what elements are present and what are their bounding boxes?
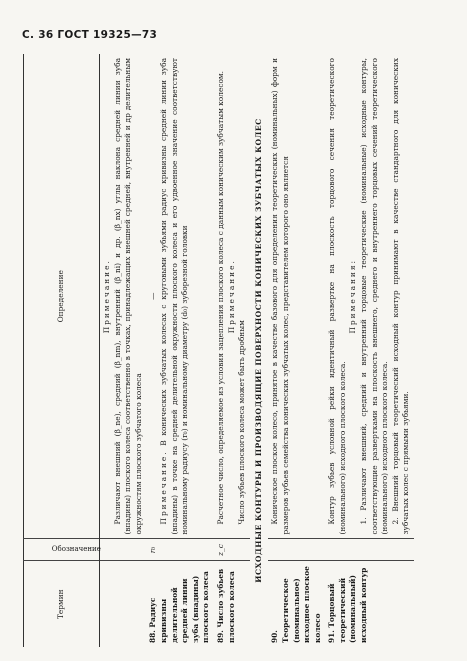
term-cell	[100, 561, 147, 647]
designation-cell	[100, 539, 147, 561]
note-text	[159, 58, 191, 535]
definition-text: Контур зубьев условной рейки идентичный развертке на плоскость торцового сечения теоретического (номинального) исходного плоского колеса.	[327, 58, 347, 535]
header-definition: Определение	[23, 54, 100, 539]
note-heading: Примечание.	[158, 450, 168, 525]
table-row	[325, 54, 414, 647]
definition-cell	[325, 54, 414, 539]
table-row	[214, 54, 250, 647]
designation-cell	[325, 539, 414, 561]
table-row	[146, 54, 214, 647]
note-heading: Примечание.	[226, 259, 236, 334]
section-title: ИСХОДНЫЕ КОНТУРЫ И ПРОИЗВОДЯЩИЕ ПОВЕРХНОСТИ КОНИЧЕСКИХ ЗУБЧАТЫХ КОЛЕС	[253, 118, 263, 583]
definition-dash: —	[148, 292, 158, 300]
table-row	[268, 54, 325, 647]
term-cell: 88. Радиус кривизны делительной средней линии зуба (впадины) плоского колеса	[146, 561, 214, 647]
term-cell: 89. Число зубьев плоского колеса	[214, 561, 250, 647]
definition-cell	[214, 54, 250, 539]
section-row	[250, 54, 269, 647]
note-text: Число зубьев плоского колеса может быть дробным	[237, 320, 247, 525]
header-designation	[23, 539, 100, 561]
rotated-table-container	[23, 54, 443, 647]
term-cell: 90. Теоретическое (номинальное) исходное плоское колесо	[268, 561, 325, 647]
header-designation-label: Обозначение	[51, 545, 101, 554]
designation-cell: z_c	[214, 539, 250, 561]
note-text: Различают внешний (β_ne), средний (β_nm), внутренний (β_ni) и др. (β_nx) углы наклона средней линии зуба (впадины) плоского колеса соответственно в точках, принадлежащих внешней средней, внутренней и др делительным окружностям плоского зубчатого колеса	[112, 58, 143, 535]
note-body: В конических зубчатых колесах с круговыми зубьями радиус кривизны средней линии зуба (впадины) в точке на средней делительной окружности плоского колеса и его удвоенное значение соответствуют номинальному радиусу (r₀) и номинальному диаметру (d₀) зуборезной головки	[158, 58, 190, 535]
designation-cell: r₀	[146, 539, 214, 561]
table-row	[100, 54, 147, 647]
definition-cell	[268, 54, 325, 539]
definition-text: Расчетное число, определяемое из условия зацепления плоского колеса с данным коническим зубчатым колесом.	[215, 70, 225, 525]
definition-cell	[146, 54, 214, 539]
terms-table	[23, 54, 414, 647]
table-header-row	[23, 54, 100, 647]
definition-text: Коническое плоское колесо, принятое в качестве базового для определения теоретических (номинальных) форм и размеров зубьев семейства конических зубчатых колес, представителем которого оно является	[270, 58, 290, 535]
note-text: 1. Различают внешний, средний и внутренний торцовые теоретические (номинальные) исходные контуры, соответствующие развертками на плоскость внешнего, среднего и внутреннего торцовых сечений теоретического (номинального) исходного плоского колеса.	[359, 58, 390, 535]
page-header: С. 36 ГОСТ 19325—73	[22, 29, 158, 41]
note-heading: Примечание.	[102, 259, 111, 334]
designation-cell	[268, 539, 325, 561]
note-text: 2. Внешний торцовый теоретический исходный контур принимают в качестве стандартного для конических зубчатых колес с прямыми зубьями.	[390, 58, 411, 535]
definition-cell	[100, 54, 147, 539]
term-cell: 91. Торцовый теоретический (номинальный) исходный контур	[325, 561, 414, 647]
note-heading: Примечания:	[348, 258, 358, 334]
header-term: Термин	[23, 561, 100, 647]
